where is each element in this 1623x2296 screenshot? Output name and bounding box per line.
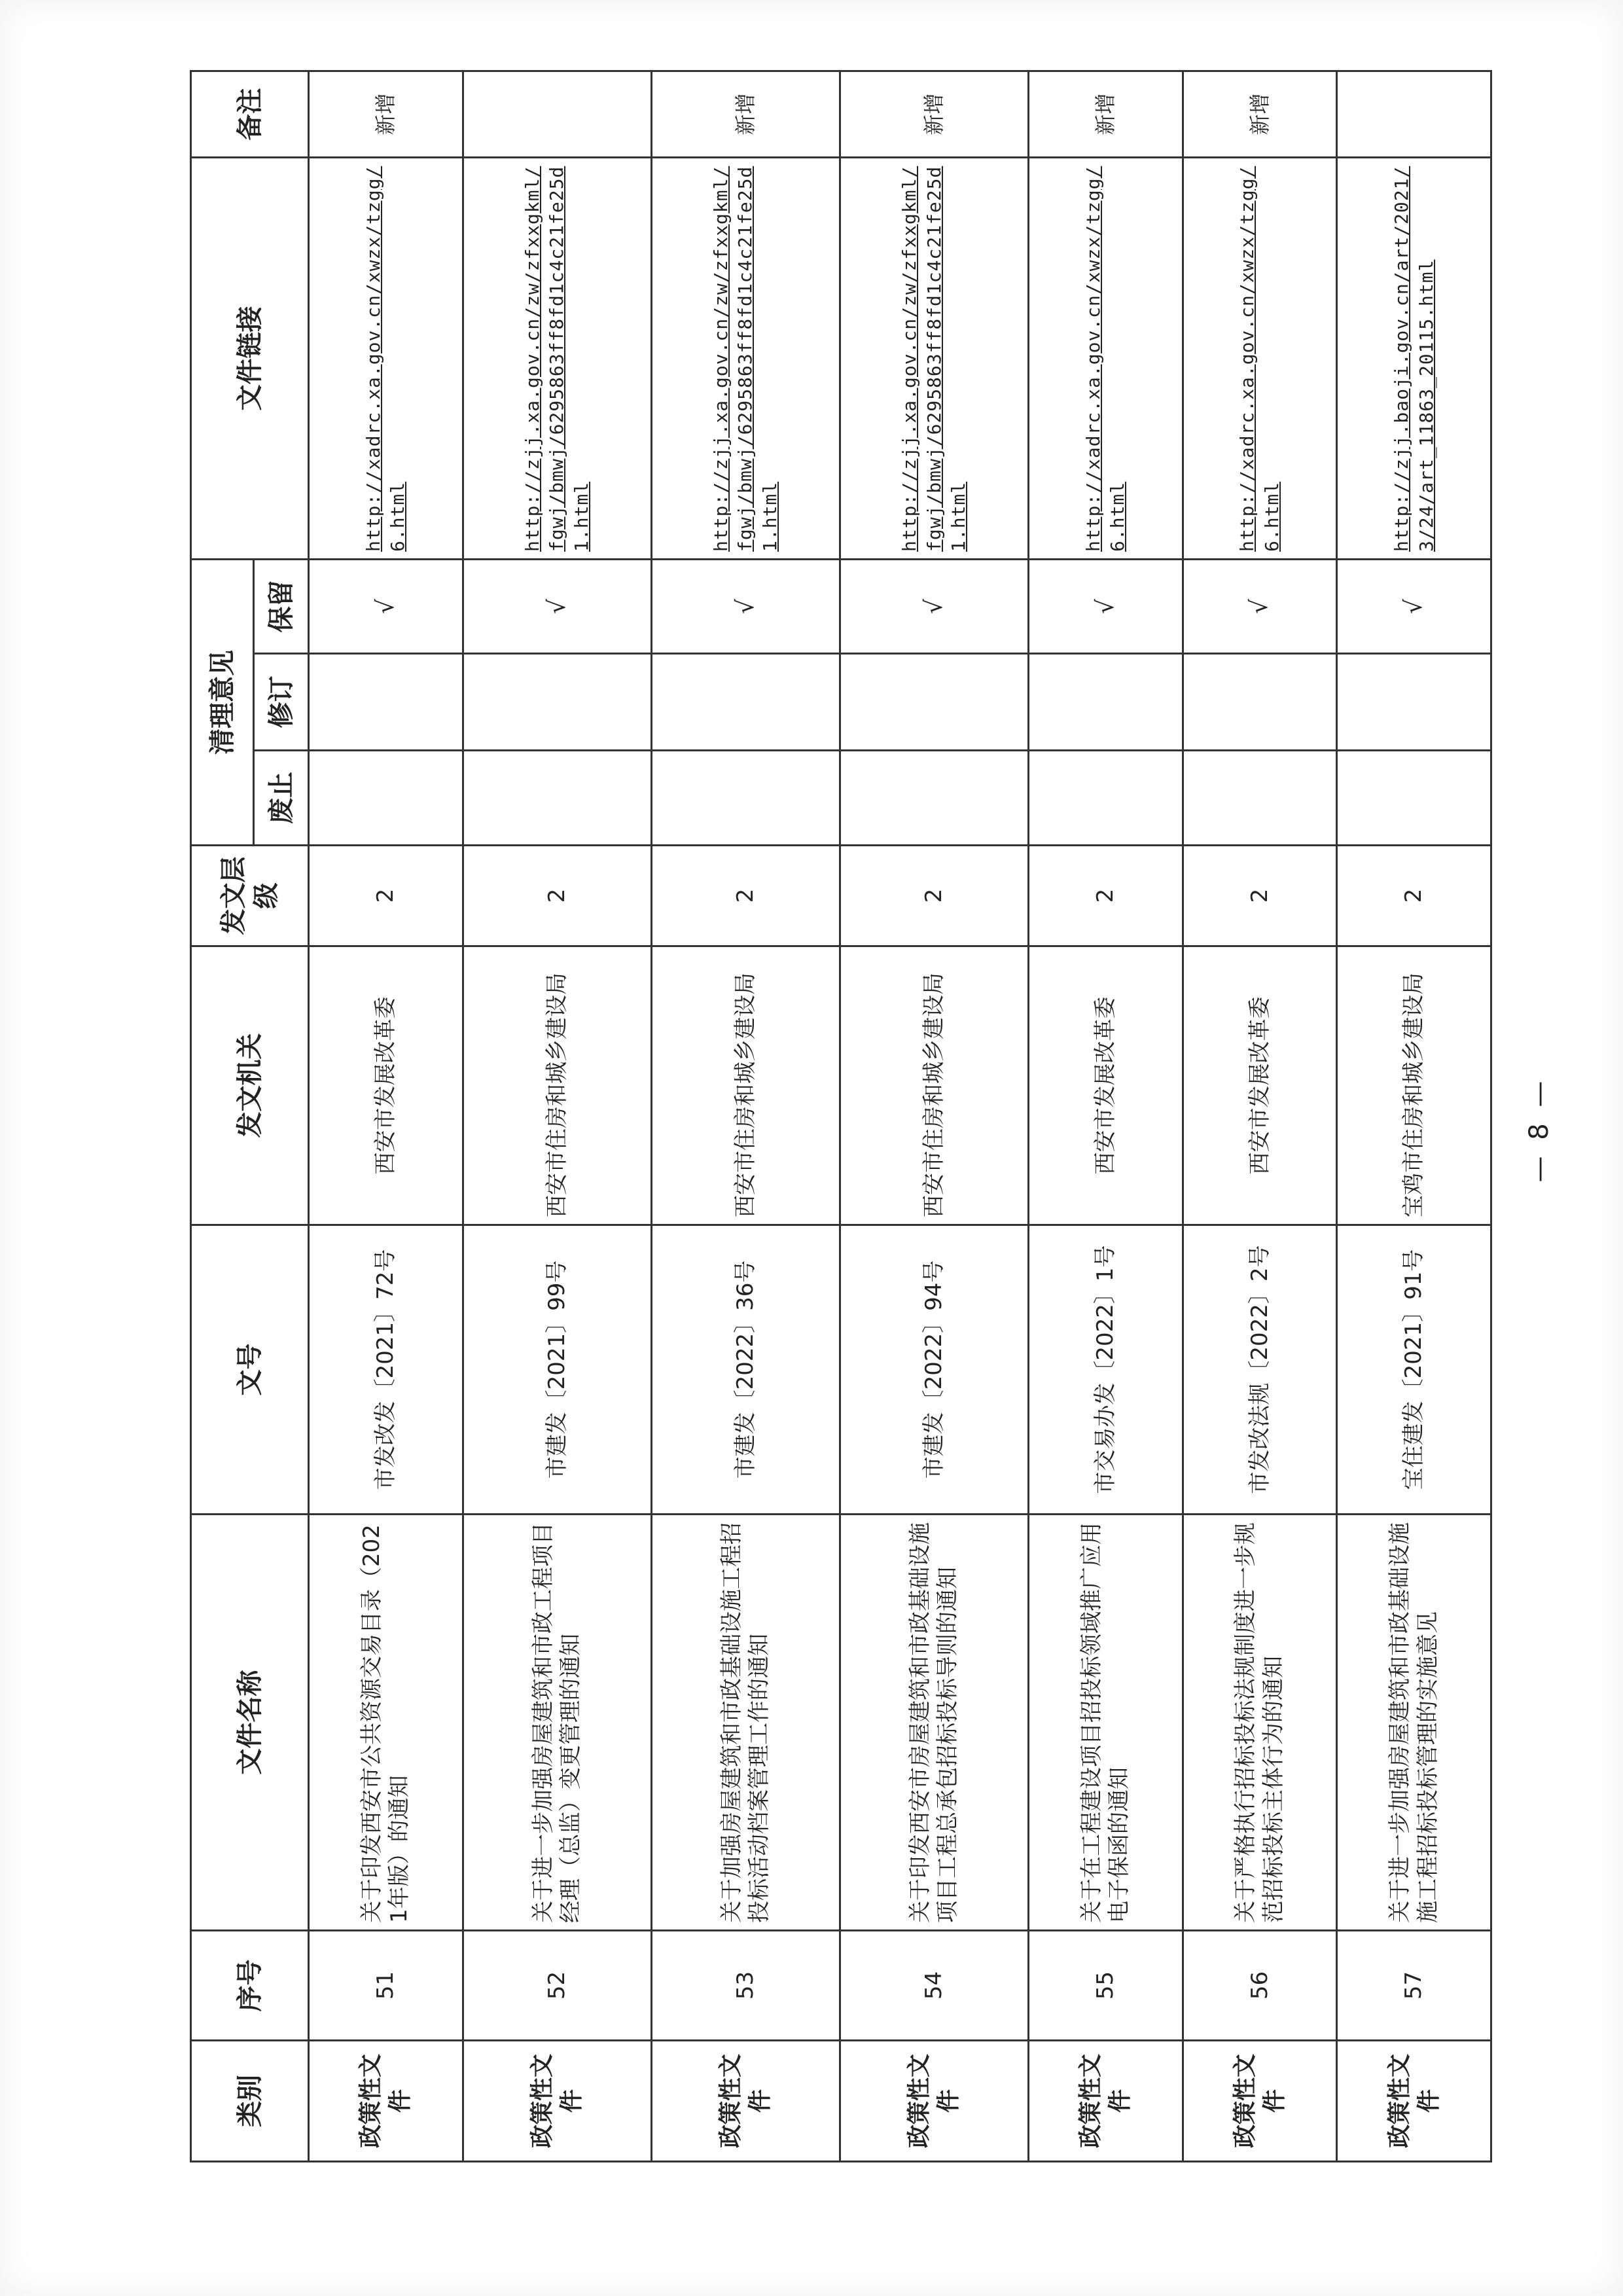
level-cell: 2	[463, 846, 651, 946]
issuer-cell: 西安市发展改革委	[1029, 946, 1183, 1225]
remark-cell	[1337, 71, 1491, 158]
doc-no-cell: 市交易办发〔2022〕1号	[1029, 1225, 1183, 1515]
serial-cell: 56	[1183, 1931, 1337, 2041]
doc-no-cell: 市建发〔2022〕94号	[840, 1225, 1028, 1515]
remark-cell: 新增	[651, 71, 840, 158]
table-row	[1183, 71, 1337, 2162]
name-cell: 关于严格执行招标投标法规制度进一步规范招标投标主体行为的通知	[1183, 1515, 1337, 1931]
revise-cell	[651, 654, 840, 751]
retain-check-cell: √	[651, 560, 840, 654]
abolish-cell	[1183, 751, 1337, 846]
serial-cell: 55	[1029, 1931, 1183, 2041]
rotated-table-wrapper	[190, 88, 1492, 2162]
category-cell: 政策性文件	[463, 2041, 651, 2162]
remark-cell: 新增	[1183, 71, 1337, 158]
abolish-cell	[309, 751, 463, 846]
serial-cell: 52	[463, 1931, 651, 2041]
revise-cell	[309, 654, 463, 751]
name-cell: 关于印发西安市房屋建筑和市政基础设施项目工程总承包招标投标导则的通知	[840, 1515, 1028, 1931]
name-cell: 关于加强房屋建筑和市政基础设施工程招投标活动档案管理工作的通知	[651, 1515, 840, 1931]
serial-cell: 51	[309, 1931, 463, 2041]
header-revise: 修订	[254, 654, 309, 751]
category-cell: 政策性文件	[651, 2041, 840, 2162]
retain-check-cell: √	[463, 560, 651, 654]
revise-cell	[1337, 654, 1491, 751]
link-cell[interactable]: http://xadrc.xa.gov.cn/xwzx/tzgg/6.html	[309, 158, 463, 560]
retain-check-cell: √	[840, 560, 1028, 654]
name-cell: 关于进一步加强房屋建筑和市政基础设施施工程招标投标管理的实施意见	[1337, 1515, 1491, 1931]
abolish-cell	[651, 751, 840, 846]
link-cell[interactable]: http://zjj.xa.gov.cn/zw/zfxxgkml/fgwj/bmwj/6295863ff8fd1c4c21fe25d1.html	[651, 158, 840, 560]
serial-cell: 54	[840, 1931, 1028, 2041]
level-cell: 2	[309, 846, 463, 946]
level-cell: 2	[651, 846, 840, 946]
retain-check-cell: √	[1337, 560, 1491, 654]
revise-cell	[840, 654, 1028, 751]
retain-check-cell: √	[1029, 560, 1183, 654]
remark-cell: 新增	[309, 71, 463, 158]
level-cell: 2	[1029, 846, 1183, 946]
serial-cell: 53	[651, 1931, 840, 2041]
header-issuer: 发文机关	[191, 946, 309, 1225]
doc-no-cell: 市建发〔2021〕99号	[463, 1225, 651, 1515]
table-row	[309, 71, 463, 2162]
header-remark: 备注	[191, 71, 309, 158]
name-cell: 关于印发西安市公共资源交易目录（2021年版）的通知	[309, 1515, 463, 1931]
abolish-cell	[840, 751, 1028, 846]
category-cell: 政策性文件	[1029, 2041, 1183, 2162]
revise-cell	[1183, 654, 1337, 751]
name-cell: 关于进一步加强房屋建筑和市政工程项目经理（总监）变更管理的通知	[463, 1515, 651, 1931]
category-cell: 政策性文件	[1183, 2041, 1337, 2162]
level-cell: 2	[1183, 846, 1337, 946]
issuer-cell: 西安市住房和城乡建设局	[840, 946, 1028, 1225]
revise-cell	[1029, 654, 1183, 751]
link-cell[interactable]: http://zjj.baoji.gov.cn/art/2021/3/24/art_11863_20115.html	[1337, 158, 1491, 560]
remark-cell: 新增	[840, 71, 1028, 158]
link-cell[interactable]: http://xadrc.xa.gov.cn/xwzx/tzgg/6.html	[1183, 158, 1337, 560]
level-cell: 2	[1337, 846, 1491, 946]
category-cell: 政策性文件	[1337, 2041, 1491, 2162]
abolish-cell	[1029, 751, 1183, 846]
level-cell: 2	[840, 846, 1028, 946]
category-cell: 政策性文件	[840, 2041, 1028, 2162]
category-cell: 政策性文件	[309, 2041, 463, 2162]
issuer-cell: 宝鸡市住房和城乡建设局	[1337, 946, 1491, 1225]
remark-cell: 新增	[1029, 71, 1183, 158]
name-cell: 关于在工程建设项目招投标领域推广应用电子保函的通知	[1029, 1515, 1183, 1931]
table-row	[840, 71, 1028, 2162]
page-number: — 8 —	[1524, 1077, 1554, 1183]
issuer-cell: 西安市住房和城乡建设局	[651, 946, 840, 1225]
table-row	[1029, 71, 1183, 2162]
header-retain: 保留	[254, 560, 309, 654]
retain-check-cell: √	[1183, 560, 1337, 654]
header-link: 文件链接	[191, 158, 309, 560]
doc-no-cell: 市发改法规〔2022〕2号	[1183, 1225, 1337, 1515]
header-level: 发文层级	[191, 846, 309, 946]
header-opinion: 清理意见	[191, 560, 254, 846]
policy-document-table	[190, 70, 1492, 2162]
remark-cell	[463, 71, 651, 158]
link-cell[interactable]: http://zjj.xa.gov.cn/zw/zfxxgkml/fgwj/bmwj/6295863ff8fd1c4c21fe25d1.html	[463, 158, 651, 560]
table-row	[463, 71, 651, 2162]
header-name: 文件名称	[191, 1515, 309, 1931]
retain-check-cell: √	[309, 560, 463, 654]
issuer-cell: 西安市住房和城乡建设局	[463, 946, 651, 1225]
abolish-cell	[1337, 751, 1491, 846]
link-cell[interactable]: http://xadrc.xa.gov.cn/xwzx/tzgg/6.html	[1029, 158, 1183, 560]
link-cell[interactable]: http://zjj.xa.gov.cn/zw/zfxxgkml/fgwj/bmwj/6295863ff8fd1c4c21fe25d1.html	[840, 158, 1028, 560]
table-row	[651, 71, 840, 2162]
header-serial: 序号	[191, 1931, 309, 2041]
header-doc-no: 文号	[191, 1225, 309, 1515]
doc-no-cell: 市发改发〔2021〕72号	[309, 1225, 463, 1515]
doc-no-cell: 市建发〔2022〕36号	[651, 1225, 840, 1515]
revise-cell	[463, 654, 651, 751]
issuer-cell: 西安市发展改革委	[309, 946, 463, 1225]
header-category: 类别	[191, 2041, 309, 2162]
issuer-cell: 西安市发展改革委	[1183, 946, 1337, 1225]
header-abolish: 废止	[254, 751, 309, 846]
serial-cell: 57	[1337, 1931, 1491, 2041]
doc-no-cell: 宝住建发〔2021〕91号	[1337, 1225, 1491, 1515]
abolish-cell	[463, 751, 651, 846]
table-row	[1337, 71, 1491, 2162]
